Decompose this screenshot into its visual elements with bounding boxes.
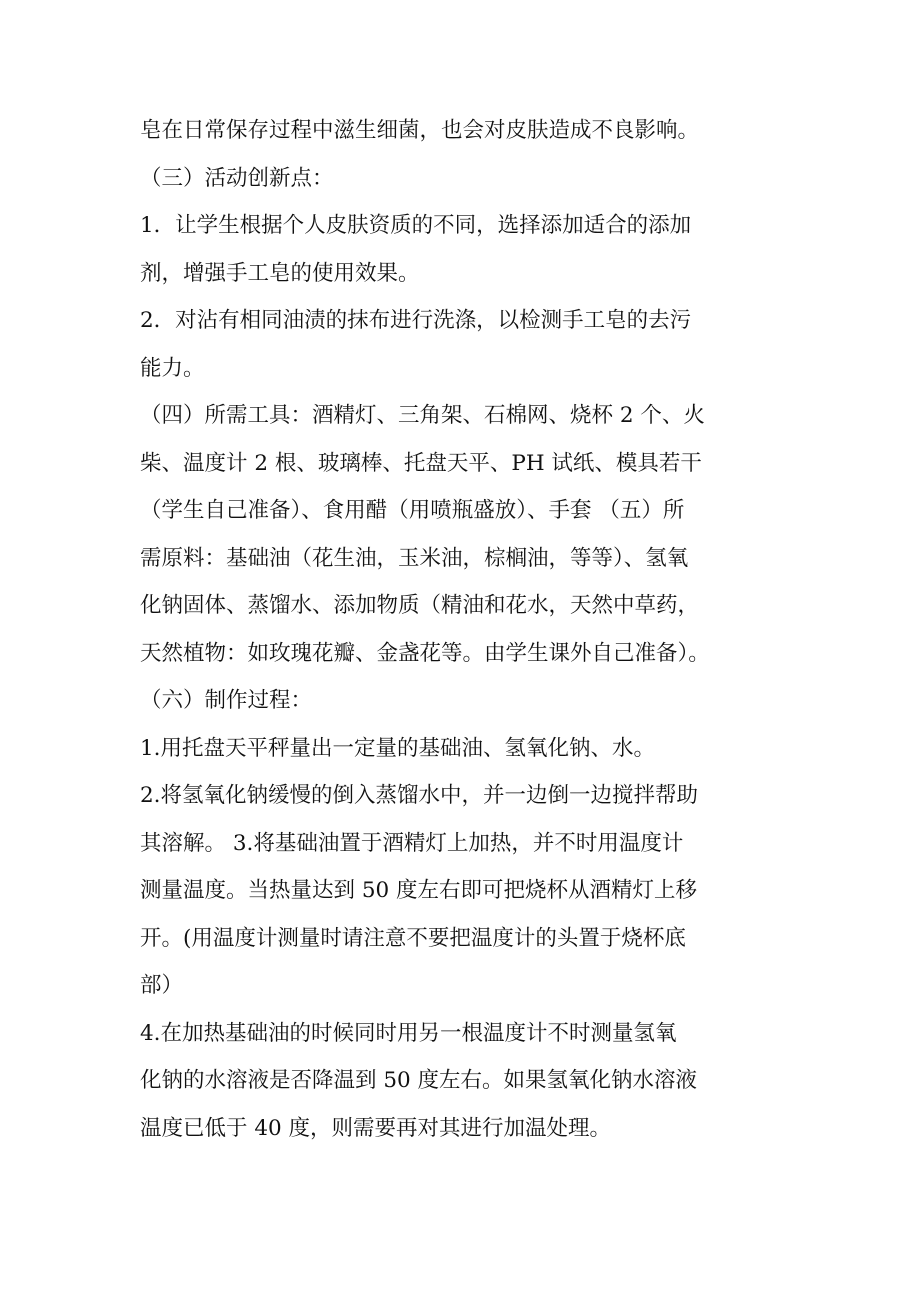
text-line: 部） <box>140 973 184 998</box>
text-line: 1.用托盘天平秤量出一定量的基础油、氢氧化钠、水。 <box>140 735 656 761</box>
text-line: 需原料：基础油（花生油，玉米油，棕榈油，等等）、氢氧 <box>140 545 689 571</box>
text-line: 其溶解。 3.将基础油置于酒精灯上加热，并不时用温度计 <box>140 830 684 856</box>
text-line: 化钠固体、蒸馏水、添加物质（精油和花水，天然中草药， <box>140 593 700 618</box>
text-line: 2．对沾有相同油渍的抹布进行洗涤，以检测手工皂的去污 <box>140 308 692 333</box>
text-line: 测量温度。当热量达到 50 度左右即可把烧杯从酒精灯上移 <box>140 878 698 903</box>
section-heading-innovation: （三）活动创新点： <box>140 165 334 191</box>
text-line: 化钠的水溶液是否降温到 50 度左右。如果氢氧化钠水溶液 <box>140 1068 698 1093</box>
text-line: 2.将氢氧化钠缓慢的倒入蒸馏水中，并一边倒一边搅拌帮助 <box>140 783 699 808</box>
text-line: 皂在日常保存过程中滋生细菌，也会对皮肤造成不良影响。 <box>140 118 700 143</box>
section-heading-process: （六）制作过程： <box>140 688 313 713</box>
text-line: 天然植物：如玫瑰花瓣、金盏花等。由学生课外自己准备）。 <box>140 640 710 666</box>
text-line: 开。(用温度计测量时请注意不要把温度计的头置于烧杯底 <box>140 925 686 951</box>
text-line: （学生自己准备）、食用醋（用喷瓶盛放）、手套 （五）所 <box>140 498 685 523</box>
text-line: 剂，增强手工皂的使用效果。 <box>140 260 420 286</box>
text-line: 能力。 <box>140 355 205 381</box>
text-line: 1．让学生根据个人皮肤资质的不同，选择添加适合的添加 <box>140 213 692 238</box>
text-line: 4.在加热基础油的时候同时用另一根温度计不时测量氢氧 <box>140 1020 677 1046</box>
text-line: 温度已低于 40 度，则需要再对其进行加温处理。 <box>140 1115 612 1141</box>
document-body <box>140 107 800 1152</box>
text-line: （四）所需工具：酒精灯、三角架、石棉网、烧杯 2 个、火 <box>140 403 705 428</box>
text-line: 柴、温度计 2 根、玻璃棒、托盘天平、PH 试纸、模具若干 <box>140 450 702 476</box>
